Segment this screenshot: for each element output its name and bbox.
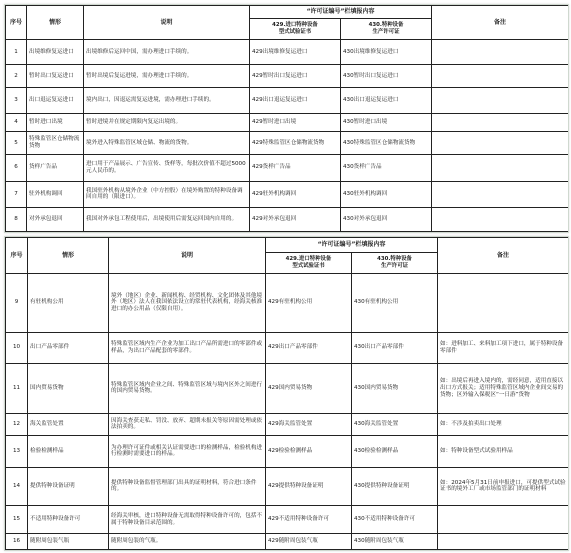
cell-remark: 如：不涉及拍卖出口处理: [438, 413, 569, 436]
header-no: 序号: [6, 238, 28, 274]
table-row: [6, 154, 569, 181]
cell-remark: [432, 64, 569, 88]
cell-429: 429随附周包装气瓶: [266, 534, 352, 550]
cell-no: 11: [6, 364, 28, 414]
table-row: [6, 274, 569, 333]
cell-430: 430对外承包退回: [341, 208, 432, 232]
table-row: [6, 114, 569, 132]
cell-remark: [438, 274, 569, 333]
cell-429: 429国内贸易货物: [266, 364, 352, 414]
header-description: 说明: [109, 238, 266, 274]
table-row: [6, 364, 569, 414]
header-col429: 429.进口特种设备 型式试验证书: [250, 18, 341, 39]
cell-description: 提供特种设备监督管理部门出具的证明材料，符合进口条件的。: [109, 467, 266, 505]
table-panel-bottom: [4, 236, 569, 551]
cell-430: 430暂时进口出境: [341, 114, 432, 132]
table-row: [6, 534, 569, 550]
cell-remark: 如：进料加工、来料加工项下进口，属于特种设备零部件: [438, 332, 569, 364]
cell-430: 430出口退运复运进口: [341, 88, 432, 114]
cell-situation: 特殊监管区仓储物流货物: [27, 132, 84, 154]
cell-430: 430检验检测样品: [352, 436, 438, 468]
cell-situation: 出境维修复运进口: [27, 40, 84, 65]
cell-429: 429提供特种设备证明: [266, 467, 352, 505]
cell-description: 随附周包装的气瓶。: [109, 534, 266, 550]
cell-430: 430有驻机构公用: [352, 274, 438, 333]
cell-remark: 如：出境后再进入境内的，需经同意，适用直接以出口方式报关；适用特殊监管区域内企业间交易的货物；区外输入保税区“一日游”货物: [438, 364, 569, 414]
cell-situation: 国内贸易货物: [28, 364, 109, 414]
header-situation: 情形: [27, 6, 84, 40]
cell-429: 429检验检测样品: [266, 436, 352, 468]
cell-description: 我国对外承包工程使用后，出境使用后需复运回国内自用的。: [84, 208, 250, 232]
cell-429: 429货样广告品: [250, 154, 341, 181]
table-row: [6, 40, 569, 65]
cell-no: 8: [6, 208, 27, 232]
cell-no: 12: [6, 413, 28, 436]
table-row: [6, 436, 569, 468]
cell-430: 430不适用特种设备许可: [352, 506, 438, 534]
cell-description: 境外（地区）企业、新闻机构、经贸机构、文化团体及其他境外（地区）法人在我国依法设立的常驻代表机构，经海关核准进口的办公用品（仅限自用）。: [109, 274, 266, 333]
permit-table-top: [5, 5, 569, 232]
cell-description: 特殊监管区域内企业之间、特殊监管区域与境内区外之间进行的国内贸易货物。: [109, 364, 266, 414]
cell-no: 14: [6, 467, 28, 505]
cell-situation: 出口退运复运进口: [27, 88, 84, 114]
header-situation: 情形: [28, 238, 109, 274]
cell-no: 1: [6, 40, 27, 65]
cell-430: 430货样广告品: [341, 154, 432, 181]
cell-429: 429驻外机构调回: [250, 181, 341, 208]
table-panel-top: [4, 4, 569, 233]
cell-remark: [432, 40, 569, 65]
header-col429: 429.进口特种设备 型式试验证书: [266, 252, 352, 273]
permit-table-bottom: [5, 237, 569, 550]
cell-429: 429对外承包退回: [250, 208, 341, 232]
cell-no: 16: [6, 534, 28, 550]
cell-429: 429有驻机构公用: [266, 274, 352, 333]
cell-429: 429出口产品零部件: [266, 332, 352, 364]
cell-no: 10: [6, 332, 28, 364]
cell-no: 4: [6, 114, 27, 132]
cell-remark: [432, 114, 569, 132]
cell-situation: 暂时出口复运进口: [27, 64, 84, 88]
cell-no: 13: [6, 436, 28, 468]
cell-429: 429特殊监管区仓储物流货物: [250, 132, 341, 154]
table-row: [6, 413, 569, 436]
cell-situation: 检验检测样品: [28, 436, 109, 468]
cell-remark: [432, 132, 569, 154]
cell-no: 9: [6, 274, 28, 333]
cell-430: 430提供特种设备证明: [352, 467, 438, 505]
cell-no: 5: [6, 132, 27, 154]
cell-description: 境外进入特殊监管区域仓储、物流的货物。: [84, 132, 250, 154]
cell-description: 经海关审核，进口特种设备无需取得特种设备许可的，包括不属于特种设备目录范围的。: [109, 506, 266, 534]
cell-remark: 如：2024年5月31日前申报进口，可提供型式试验证书的境外工厂或市场监管部门的证明材料: [438, 467, 569, 505]
table-row: [6, 467, 569, 505]
table-row: [6, 88, 569, 114]
cell-remark: [432, 88, 569, 114]
cell-430: 430驻外机构调回: [341, 181, 432, 208]
cell-no: 15: [6, 506, 28, 534]
cell-remark: [432, 208, 569, 232]
cell-430: 430特殊监管区仓储物流货物: [341, 132, 432, 154]
cell-situation: 不适用特种设备许可: [28, 506, 109, 534]
cell-situation: 出口产品零部件: [28, 332, 109, 364]
header-group: “许可证编号”栏填报内容: [250, 6, 432, 19]
table-row: [6, 181, 569, 208]
cell-no: 6: [6, 154, 27, 181]
cell-description: 暂时出境后复运进境，需办理进口手续的。: [84, 64, 250, 88]
table-row: [6, 332, 569, 364]
table-row: [6, 64, 569, 88]
cell-remark: [438, 534, 569, 550]
cell-description: 进口用于产品展示、广告宣传、货样等，每批次价值不超过5000元人民币的。: [84, 154, 250, 181]
cell-429: 429暂时出口复运进口: [250, 64, 341, 88]
cell-description: 境内出口，因退运需复运进境，需办理进口手续的。: [84, 88, 250, 114]
header-col430: 430.特种设备 生产许可证: [352, 252, 438, 273]
cell-description: 因海关查获走私、罚没、放弃、超期未报关等原因需处理或依法拍卖的。: [109, 413, 266, 436]
header-group: “许可证编号”栏填报内容: [266, 238, 438, 253]
cell-430: 430海关监管处置: [352, 413, 438, 436]
cell-description: 为办理许可证件或相关认证需要进口的检测样品，检验机构进行检测时需要进口的样品。: [109, 436, 266, 468]
cell-description: 出境维修后运回中国，需办理进口手续的。: [84, 40, 250, 65]
cell-429: 429出口退运复运进口: [250, 88, 341, 114]
cell-no: 7: [6, 181, 27, 208]
cell-429: 429海关监管处置: [266, 413, 352, 436]
header-remark: 备注: [438, 238, 569, 274]
header-col430: 430.特种设备 生产许可证: [341, 18, 432, 39]
table-row: [6, 132, 569, 154]
cell-description: 特殊监管区域内生产企业为加工出口产品所需进口的零部件或样品，为出口产品配套的零部件。: [109, 332, 266, 364]
cell-situation: 随附周包装气瓶: [28, 534, 109, 550]
cell-429: 429不适用特种设备许可: [266, 506, 352, 534]
table-row: [6, 208, 569, 232]
header-no: 序号: [6, 6, 27, 40]
header-remark: 备注: [432, 6, 569, 40]
cell-description: 暂时进境并在规定期限内复运出境的。: [84, 114, 250, 132]
cell-situation: 有驻机构公用: [28, 274, 109, 333]
cell-430: 430随附周包装气瓶: [352, 534, 438, 550]
cell-429: 429暂时进口出境: [250, 114, 341, 132]
cell-situation: 对外承包退回: [27, 208, 84, 232]
cell-remark: [432, 181, 569, 208]
table-row: [6, 506, 569, 534]
cell-430: 430出境维修复运进口: [341, 40, 432, 65]
cell-430: 430暂时出口复运进口: [341, 64, 432, 88]
cell-430: 430国内贸易货物: [352, 364, 438, 414]
cell-no: 3: [6, 88, 27, 114]
cell-description: 我国驻外机构从境外企业（中方控股）在境外购置的特种设备调回自用的（限进口）。: [84, 181, 250, 208]
cell-situation: 货样广告品: [27, 154, 84, 181]
cell-remark: [438, 506, 569, 534]
cell-situation: 驻外机构调回: [27, 181, 84, 208]
cell-remark: [432, 154, 569, 181]
cell-situation: 海关监管处置: [28, 413, 109, 436]
cell-remark: 如：特种设备型式试验用样品: [438, 436, 569, 468]
cell-429: 429出境维修复运进口: [250, 40, 341, 65]
header-description: 说明: [84, 6, 250, 40]
cell-situation: 提供特种设备证明: [28, 467, 109, 505]
cell-430: 430出口产品零部件: [352, 332, 438, 364]
cell-situation: 暂时进口出境: [27, 114, 84, 132]
cell-no: 2: [6, 64, 27, 88]
